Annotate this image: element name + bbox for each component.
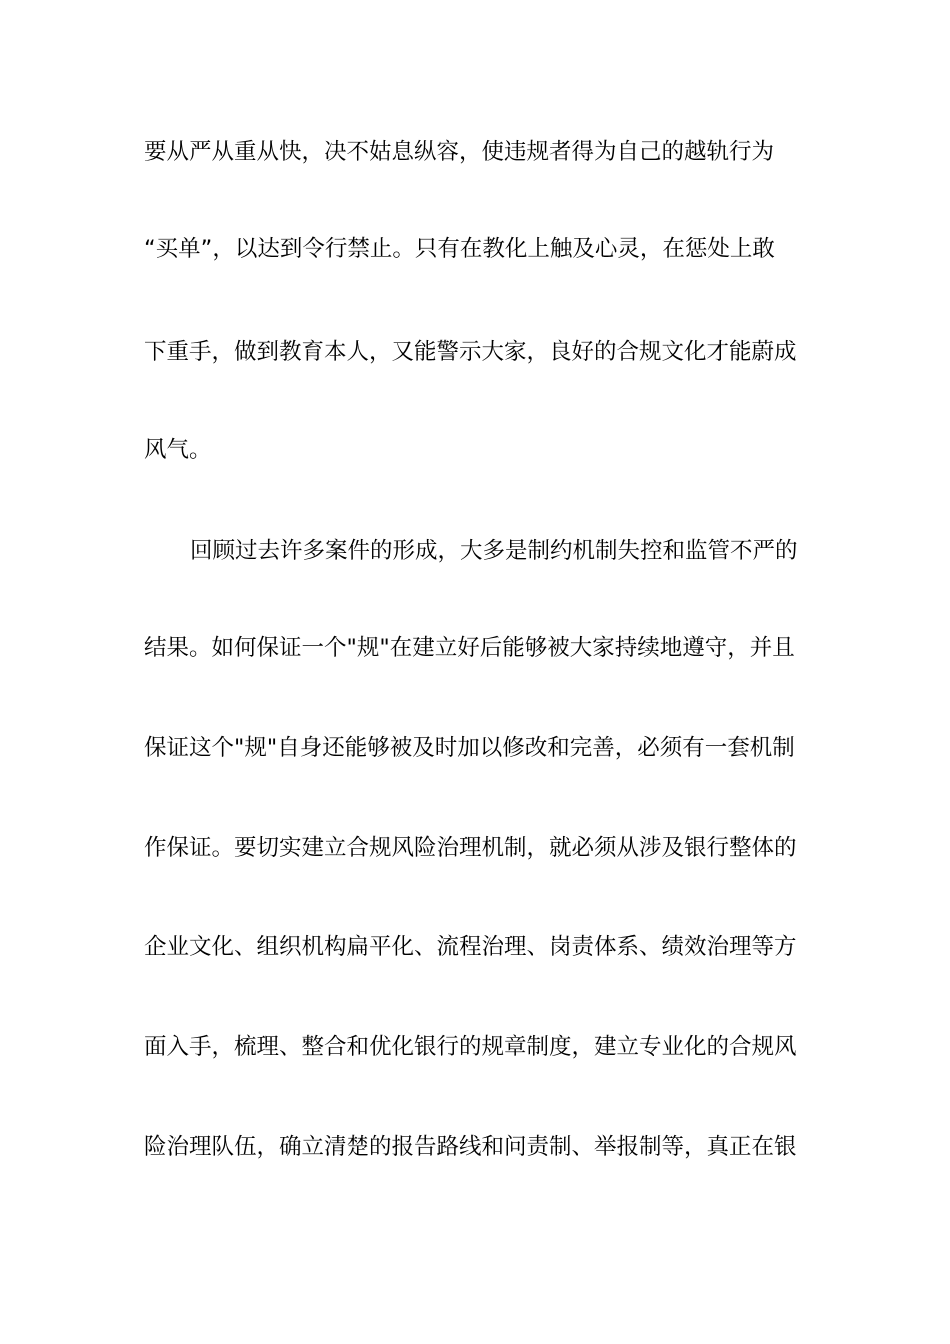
text-line-8: 作保证。要切实建立合规风险治理机制，就必须从涉及银行整体的 bbox=[144, 835, 797, 861]
text-line-6: 结果。如何保证一个"规"在建立好后能够被大家持续地遵守，并且 bbox=[144, 635, 795, 661]
text-line-9: 企业文化、组织机构扁平化、流程治理、岗责体系、绩效治理等方 bbox=[144, 934, 797, 960]
text-line-4: 风气。 bbox=[144, 437, 212, 463]
text-line-7: 保证这个"规"自身还能够被及时加以修改和完善，必须有一套机制 bbox=[144, 735, 795, 761]
text-line-1: 要从严从重从快，决不姑息纵容，使违规者得为自己的越轨行为 bbox=[144, 139, 775, 165]
paragraph-2-first-line: 回顾过去许多案件的形成，大多是制约机制失控和监管不严的 bbox=[190, 538, 798, 564]
text-line-10: 面入手，梳理、整合和优化银行的规章制度，建立专业化的合规风 bbox=[144, 1034, 797, 1060]
text-line-3: 下重手，做到教育本人，又能警示大家，良好的合规文化才能蔚成 bbox=[144, 339, 797, 365]
text-line-2: “买单”，以达到令行禁止。只有在教化上触及心灵，在惩处上敢 bbox=[144, 236, 775, 262]
text-line-11: 险治理队伍，确立清楚的报告路线和问责制、举报制等，真正在银 bbox=[144, 1134, 797, 1160]
